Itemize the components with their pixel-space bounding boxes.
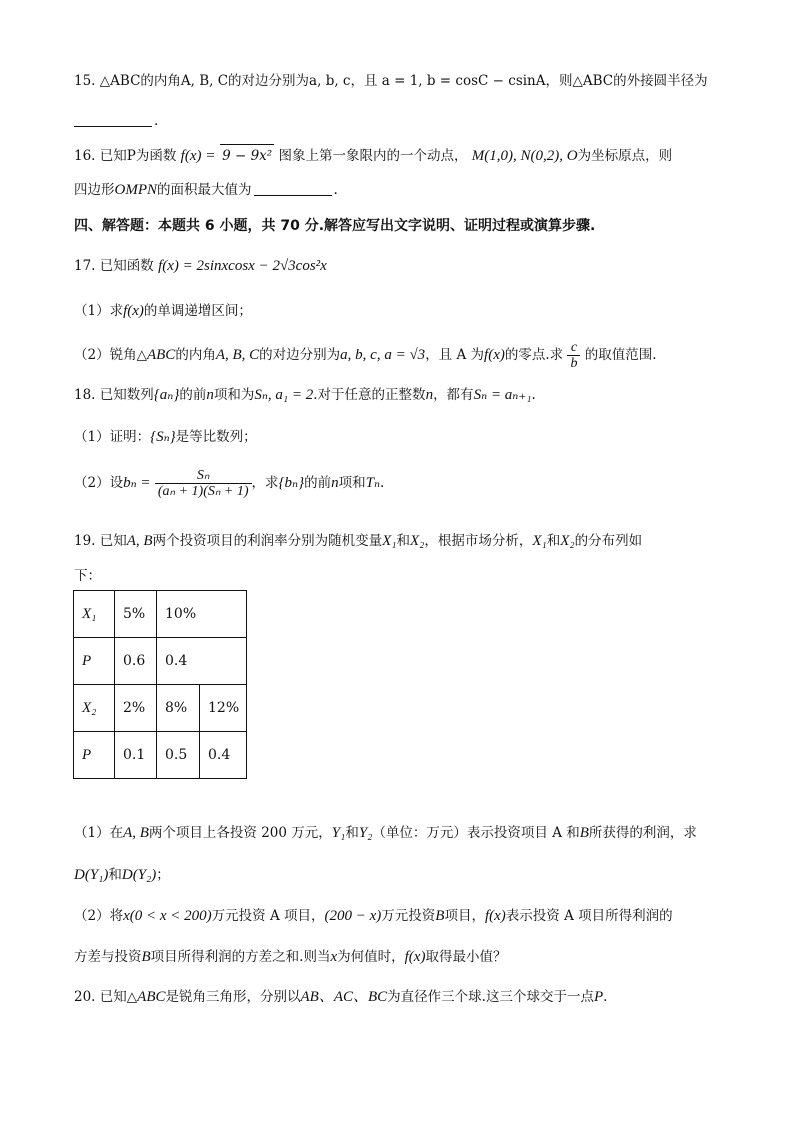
table-row: P 0.6 0.4 — [74, 638, 247, 685]
q15-text: 15. △ABC的内角A, B, C的对边分别为a, b, c，且 a = 1, b = cosC − csinA，则△ABC的外接圆半径为 — [74, 73, 708, 89]
q17-part1: （1）求f(x)的单调递增区间； — [74, 303, 252, 319]
distribution-table — [73, 590, 247, 779]
q16-points: M(1,0), N(0,2), O — [471, 148, 578, 164]
q19-part1: （1）在A, B两个项目上各投资 200 万元，Y₁和Y₂（单位：万元）表示投资项目 A 和B所获得的利润，求 — [74, 825, 697, 841]
q17-stem: 17. 已知函数 f(x) = 2sinxcosx − 2√3cos²x — [74, 258, 327, 274]
q18-stem: 18. 已知数列{aₙ}的前n项和为Sₙ, a₁ = 2.对于任意的正整数n，都有Sₙ = aₙ₊₁. — [74, 387, 536, 403]
q17-fraction: $\frac{c}{b}$ — [567, 340, 580, 371]
q19-part2: （2）将x(0 < x < 200)万元投资 A 项目，(200 − x)万元投资B项目，f(x)表示投资 A 项目所得利润的 — [74, 908, 673, 924]
q17-formula: f(x) = 2sinxcosx − 2√3cos²x — [158, 258, 327, 274]
q18-part2: （2）设bₙ = $\frac{\text{Sₙ}}{\text{(aₙ + 1)(Sₙ + 1)}}$ ，求{bₙ}的前n项和Tₙ. — [74, 468, 385, 499]
q15-line1 — [74, 70, 734, 92]
q19-part2-line2: 方差与投资B项目所得利润的方差之和.则当x为何值时，f(x)取得最小值？ — [74, 949, 507, 965]
section-heading: 四、解答题：本题共 6 小题，共 70 分.解答应写出文字说明、证明过程或演算步骤. — [74, 218, 596, 234]
q16-line2: 四边形OMPN的面积最大值为 . — [74, 182, 338, 198]
q16-line1: 16. 已知P为函数 f(x) = 9 − 9x² 图象上第一象限内的一个动点， M(1,0), N(0,2), O为坐标原点，则 — [74, 144, 734, 167]
q16-radicand: 9 − 9x² — [220, 144, 274, 167]
q16-function: f(x) = — [180, 148, 220, 164]
q20-stem: 20. 已知△ABC是锐角三角形，分别以AB、AC、BC为直径作三个球.这三个球交于一点P. — [74, 989, 608, 1005]
q19-line2: 下： — [74, 568, 101, 584]
table-row: X₁ 5% 10% — [74, 591, 247, 638]
q19-part1-line2: D(Y₁)和D(Y₂)； — [74, 867, 170, 883]
table-row: P 0.1 0.5 0.4 — [74, 732, 247, 779]
q18-fraction: $\frac{\text{Sₙ}}{\text{(aₙ + 1)(Sₙ + 1)}}$ — [155, 468, 252, 499]
q16-answer-blank — [254, 181, 332, 196]
table-row: X₂ 2% 8% 12% — [74, 685, 247, 732]
q17-part2: （2）锐角△ABC的内角A, B, C的对边分别为a, b, c, a = √3，且 A 为f(x)的零点.求 $\frac{c}{b}$ 的取值范围. — [74, 340, 657, 371]
q15-line2: . — [74, 110, 734, 132]
q19-stem: 19. 已知A, B两个投资项目的利润率分别为随机变量X₁和X₂，根据市场分析，X₁和X₂的分布列如 — [74, 533, 643, 549]
q15-answer-blank — [74, 112, 152, 127]
q18-part1: （1）证明：{Sₙ}是等比数列； — [74, 429, 257, 445]
